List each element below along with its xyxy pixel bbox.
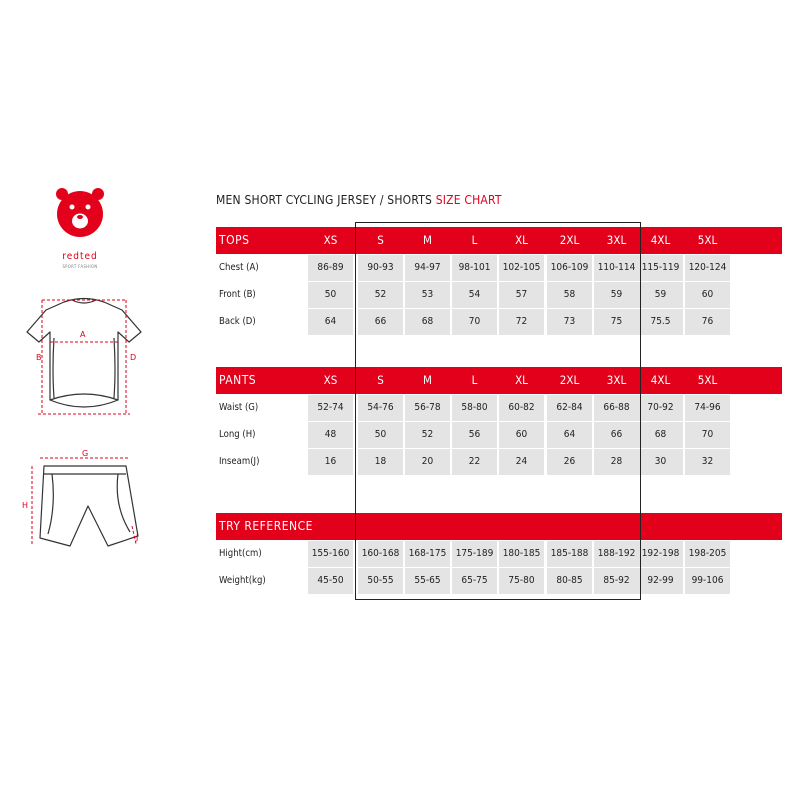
table-row [216, 395, 782, 421]
table-cell: 66-88 [594, 395, 639, 421]
row-label: Chest (A) [219, 262, 259, 273]
tops-header-2xl: 2XL [559, 233, 580, 247]
table-cell: 75 [594, 309, 639, 335]
table-cell: 99-106 [685, 568, 730, 594]
pants-header-xl: XL [515, 373, 528, 387]
table-cell: 72 [499, 309, 544, 335]
table-cell: 55-65 [405, 568, 450, 594]
table-cell: 58 [547, 282, 592, 308]
pants-header-xs: XS [323, 373, 338, 387]
table-cell: 52 [358, 282, 403, 308]
brand-tagline: SPORT FASHION [62, 264, 98, 269]
table-cell: 188-192 [594, 541, 639, 567]
table-cell: 73 [547, 309, 592, 335]
table-cell: 16 [308, 449, 353, 475]
title-highlight: SIZE CHART [435, 193, 502, 207]
table-cell: 75.5 [638, 309, 683, 335]
jersey-label-a: A [80, 330, 86, 339]
jersey-measurement-diagram [14, 290, 154, 416]
table-cell: 60 [499, 422, 544, 448]
tops-header-xl: XL [515, 233, 528, 247]
redted-bear-logo-icon [52, 184, 108, 240]
try-reference-header-bar [216, 513, 782, 540]
table-row [216, 282, 782, 308]
table-cell: 175-189 [452, 541, 497, 567]
table-cell: 66 [358, 309, 403, 335]
brand-name: redted [62, 251, 98, 262]
table-cell: 115-119 [638, 255, 683, 281]
table-cell: 50-55 [358, 568, 403, 594]
jersey-label-d: D [130, 353, 137, 362]
table-cell: 85-92 [594, 568, 639, 594]
table-cell: 160-168 [358, 541, 403, 567]
row-label: Long (H) [219, 429, 256, 440]
pants-section-label: PANTS [219, 373, 257, 387]
tops-header-5xl: 5XL [697, 233, 718, 247]
table-cell: 90-93 [358, 255, 403, 281]
try-reference-table [216, 513, 782, 594]
table-cell: 106-109 [547, 255, 592, 281]
table-cell: 48 [308, 422, 353, 448]
table-cell: 64 [308, 309, 353, 335]
table-cell: 26 [547, 449, 592, 475]
table-cell: 198-205 [685, 541, 730, 567]
table-row [216, 255, 782, 281]
size-chart-title [216, 193, 502, 207]
table-cell: 74-96 [685, 395, 730, 421]
table-cell: 30 [638, 449, 683, 475]
row-label: Back (D) [219, 316, 256, 327]
table-cell: 192-198 [638, 541, 683, 567]
shorts-label-j: J [136, 533, 139, 542]
pants-header-5xl: 5XL [697, 373, 718, 387]
row-label: Weight(kg) [219, 575, 266, 586]
table-cell: 18 [358, 449, 403, 475]
table-cell: 94-97 [405, 255, 450, 281]
table-cell: 22 [452, 449, 497, 475]
table-cell: 52 [405, 422, 450, 448]
tops-header-4xl: 4XL [650, 233, 671, 247]
pants-header-l: L [471, 373, 478, 387]
table-row [216, 309, 782, 335]
table-cell: 53 [405, 282, 450, 308]
table-cell: 70-92 [638, 395, 683, 421]
table-cell: 120-124 [685, 255, 730, 281]
table-cell: 70 [685, 422, 730, 448]
tops-header-m: M [423, 233, 432, 247]
table-cell: 20 [405, 449, 450, 475]
pants-header-s: S [377, 373, 384, 387]
table-cell: 110-114 [594, 255, 639, 281]
table-cell: 59 [638, 282, 683, 308]
table-cell: 68 [405, 309, 450, 335]
table-cell: 98-101 [452, 255, 497, 281]
tops-section-label: TOPS [219, 233, 250, 247]
pants-header-2xl: 2XL [559, 373, 580, 387]
jersey-label-b: B [36, 353, 42, 362]
table-cell: 56 [452, 422, 497, 448]
table-row [216, 422, 782, 448]
table-row [216, 568, 782, 594]
shorts-label-h: H [22, 501, 29, 510]
table-cell: 80-85 [547, 568, 592, 594]
pants-header-m: M [423, 373, 432, 387]
table-cell: 57 [499, 282, 544, 308]
row-label: Hight(cm) [219, 548, 262, 559]
tops-header-bar [216, 227, 782, 254]
try-reference-section-label: TRY REFERENCE [219, 519, 313, 533]
title-main: MEN SHORT CYCLING JERSEY / SHORTS [216, 193, 433, 207]
table-cell: 75-80 [499, 568, 544, 594]
table-cell: 50 [358, 422, 403, 448]
table-cell: 68 [638, 422, 683, 448]
tops-header-xs: XS [323, 233, 338, 247]
tops-table [216, 227, 782, 335]
table-row [216, 541, 782, 567]
row-label: Front (B) [219, 289, 256, 300]
table-cell: 185-188 [547, 541, 592, 567]
pants-header-3xl: 3XL [606, 373, 627, 387]
pants-table [216, 367, 782, 475]
table-cell: 56-78 [405, 395, 450, 421]
shorts-label-g: G [82, 449, 89, 458]
table-cell: 76 [685, 309, 730, 335]
table-cell: 60-82 [499, 395, 544, 421]
table-cell: 52-74 [308, 395, 353, 421]
table-cell: 32 [685, 449, 730, 475]
table-cell: 64 [547, 422, 592, 448]
table-cell: 28 [594, 449, 639, 475]
table-cell: 102-105 [499, 255, 544, 281]
table-row [216, 449, 782, 475]
tops-header-3xl: 3XL [606, 233, 627, 247]
table-cell: 92-99 [638, 568, 683, 594]
table-cell: 70 [452, 309, 497, 335]
row-label: Waist (G) [219, 402, 259, 413]
table-cell: 50 [308, 282, 353, 308]
table-cell: 59 [594, 282, 639, 308]
table-cell: 58-80 [452, 395, 497, 421]
table-cell: 180-185 [499, 541, 544, 567]
tops-header-l: L [471, 233, 478, 247]
table-cell: 54-76 [358, 395, 403, 421]
table-cell: 66 [594, 422, 639, 448]
table-cell: 24 [499, 449, 544, 475]
pants-header-4xl: 4XL [650, 373, 671, 387]
table-cell: 62-84 [547, 395, 592, 421]
shorts-measurement-diagram [20, 446, 160, 570]
table-cell: 86-89 [308, 255, 353, 281]
row-label: Inseam(J) [219, 456, 260, 467]
table-cell: 54 [452, 282, 497, 308]
table-cell: 168-175 [405, 541, 450, 567]
table-cell: 65-75 [452, 568, 497, 594]
table-cell: 45-50 [308, 568, 353, 594]
table-cell: 60 [685, 282, 730, 308]
tops-header-s: S [377, 233, 384, 247]
pants-header-bar [216, 367, 782, 394]
table-cell: 155-160 [308, 541, 353, 567]
